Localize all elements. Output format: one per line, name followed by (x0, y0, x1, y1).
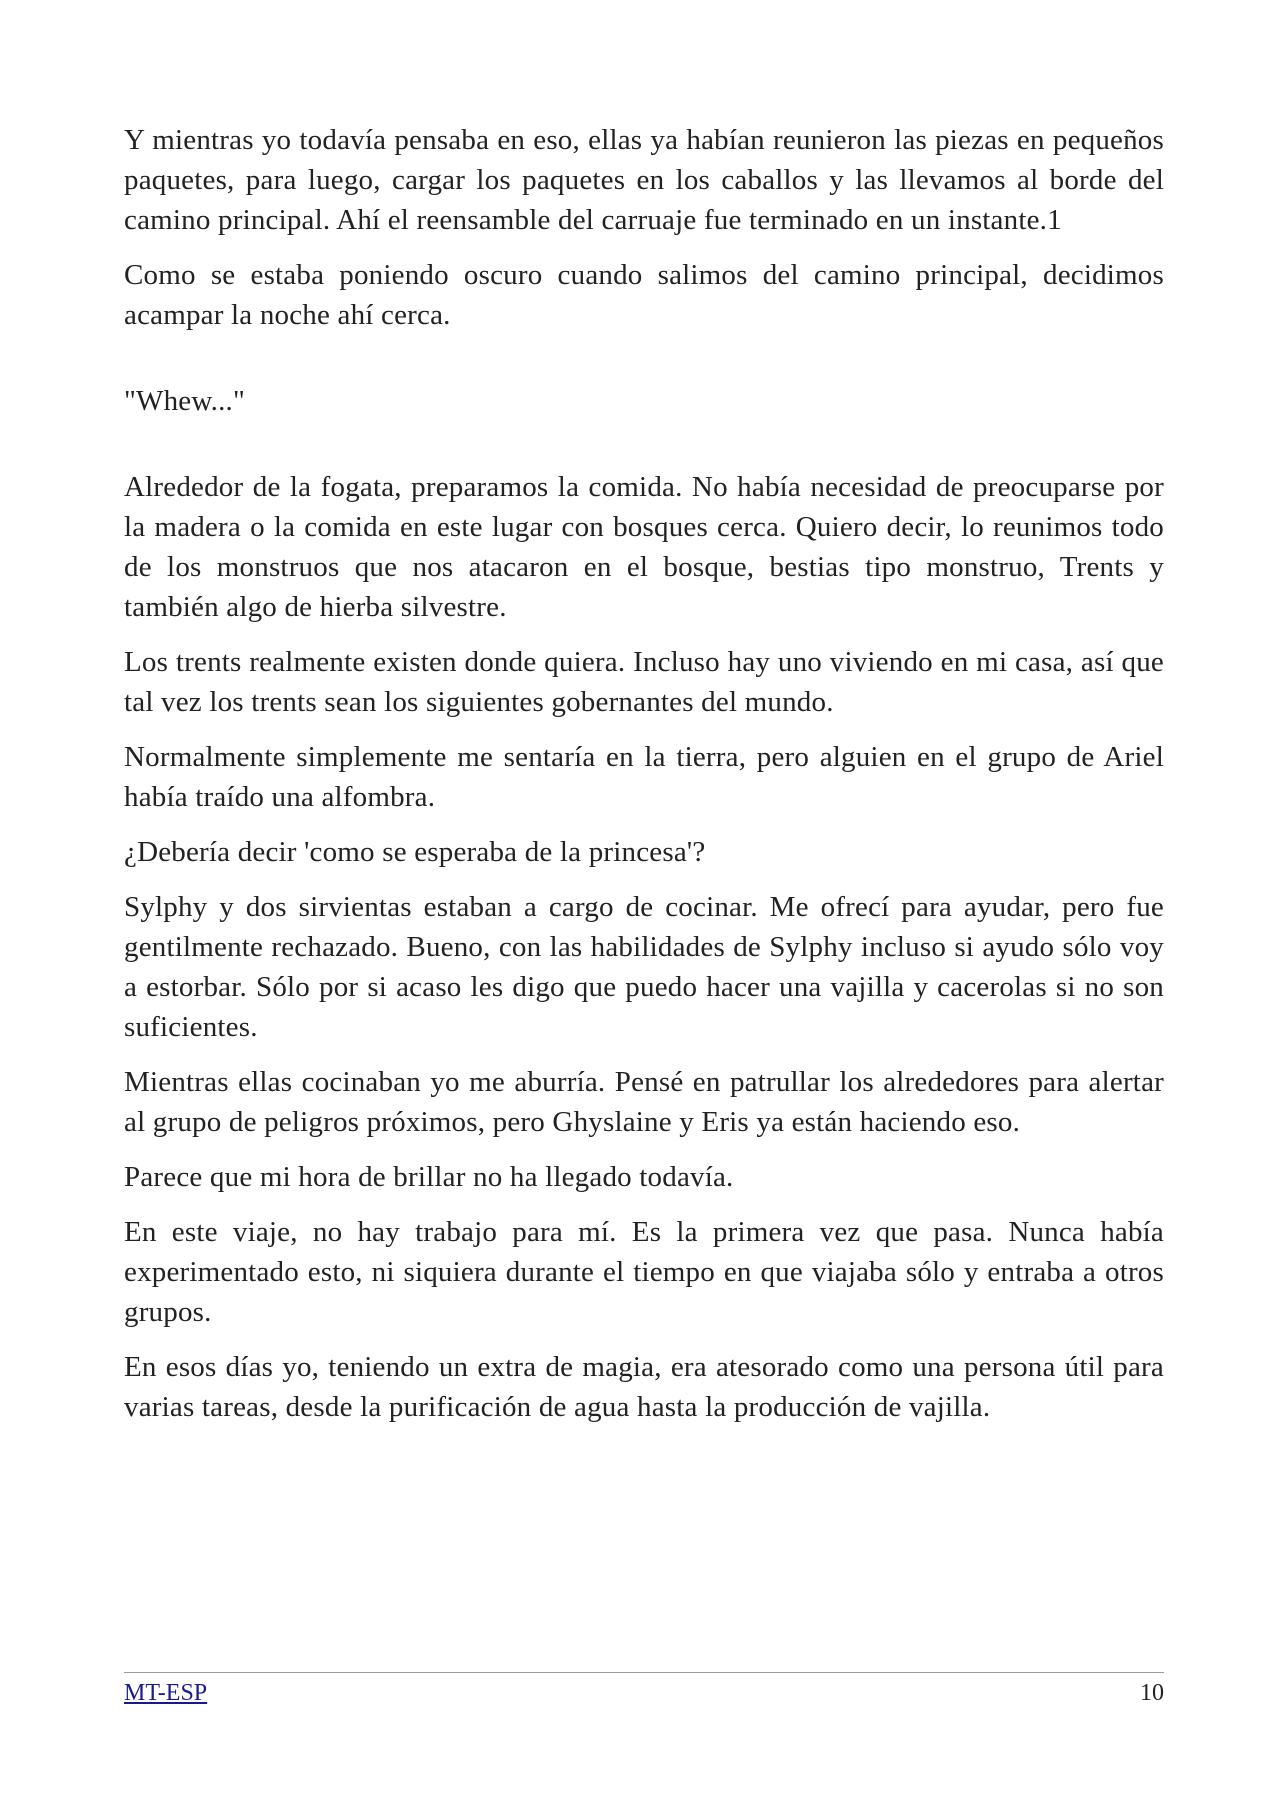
paragraph-7: ¿Debería decir 'como se esperaba de la princesa'? (124, 836, 706, 868)
paragraph-8: Sylphy y dos sirvientas estaban a cargo de cocinar. Me ofrecí para ayudar, pero fue gentilmente rechazado. Bueno, con las habilidades de Sylphy incluso si ayudo sólo voy a estorbar. Sólo por si acaso les digo que puedo hacer una vajilla y cacerolas si no son suficientes. (124, 891, 1164, 1043)
page-footer (124, 1678, 1164, 1708)
paragraph-4: Alrededor de la fogata, preparamos la comida. No había necesidad de preocuparse por la madera o la comida en este lugar con bosques cerca. Quiero decir, lo reunimos todo de los monstruos que nos atacaron en el bosque, bestias tipo monstruo, Trents y también algo de hierba silvestre. (124, 471, 1164, 623)
paragraph-3: "Whew..." (124, 385, 246, 417)
page-body (124, 120, 1164, 1442)
paragraph-11: En este viaje, no hay trabajo para mí. Es la primera vez que pasa. Nunca había experimentado esto, ni siquiera durante el tiempo en que viajaba sólo y entraba a otros grupos. (124, 1216, 1164, 1328)
footer-link[interactable]: MT-ESP (124, 1680, 208, 1706)
page-number: 10 (1140, 1680, 1164, 1706)
paragraph-9: Mientras ellas cocinaban yo me aburría. Pensé en patrullar los alrededores para alertar al grupo de peligros próximos, pero Ghyslaine y Eris ya están haciendo eso. (124, 1066, 1164, 1138)
paragraph-5: Los trents realmente existen donde quiera. Incluso hay uno viviendo en mi casa, así que tal vez los trents sean los siguientes gobernantes del mundo. (124, 646, 1164, 718)
paragraph-2: Como se estaba poniendo oscuro cuando salimos del camino principal, decidimos acampar la noche ahí cerca. (124, 259, 1164, 331)
footer-divider (124, 1672, 1164, 1673)
paragraph-6: Normalmente simplemente me sentaría en la tierra, pero alguien en el grupo de Ariel había traído una alfombra. (124, 741, 1164, 813)
paragraph-10: Parece que mi hora de brillar no ha llegado todavía. (124, 1161, 734, 1193)
paragraph-1: Y mientras yo todavía pensaba en eso, ellas ya habían reunieron las piezas en pequeños paquetes, para luego, cargar los paquetes en los caballos y las llevamos al borde del camino principal. Ahí el reensamble del carruaje fue terminado en un instante.1 (124, 124, 1164, 236)
paragraph-12: En esos días yo, teniendo un extra de magia, era atesorado como una persona útil para varias tareas, desde la purificación de agua hasta la producción de vajilla. (124, 1351, 1164, 1423)
